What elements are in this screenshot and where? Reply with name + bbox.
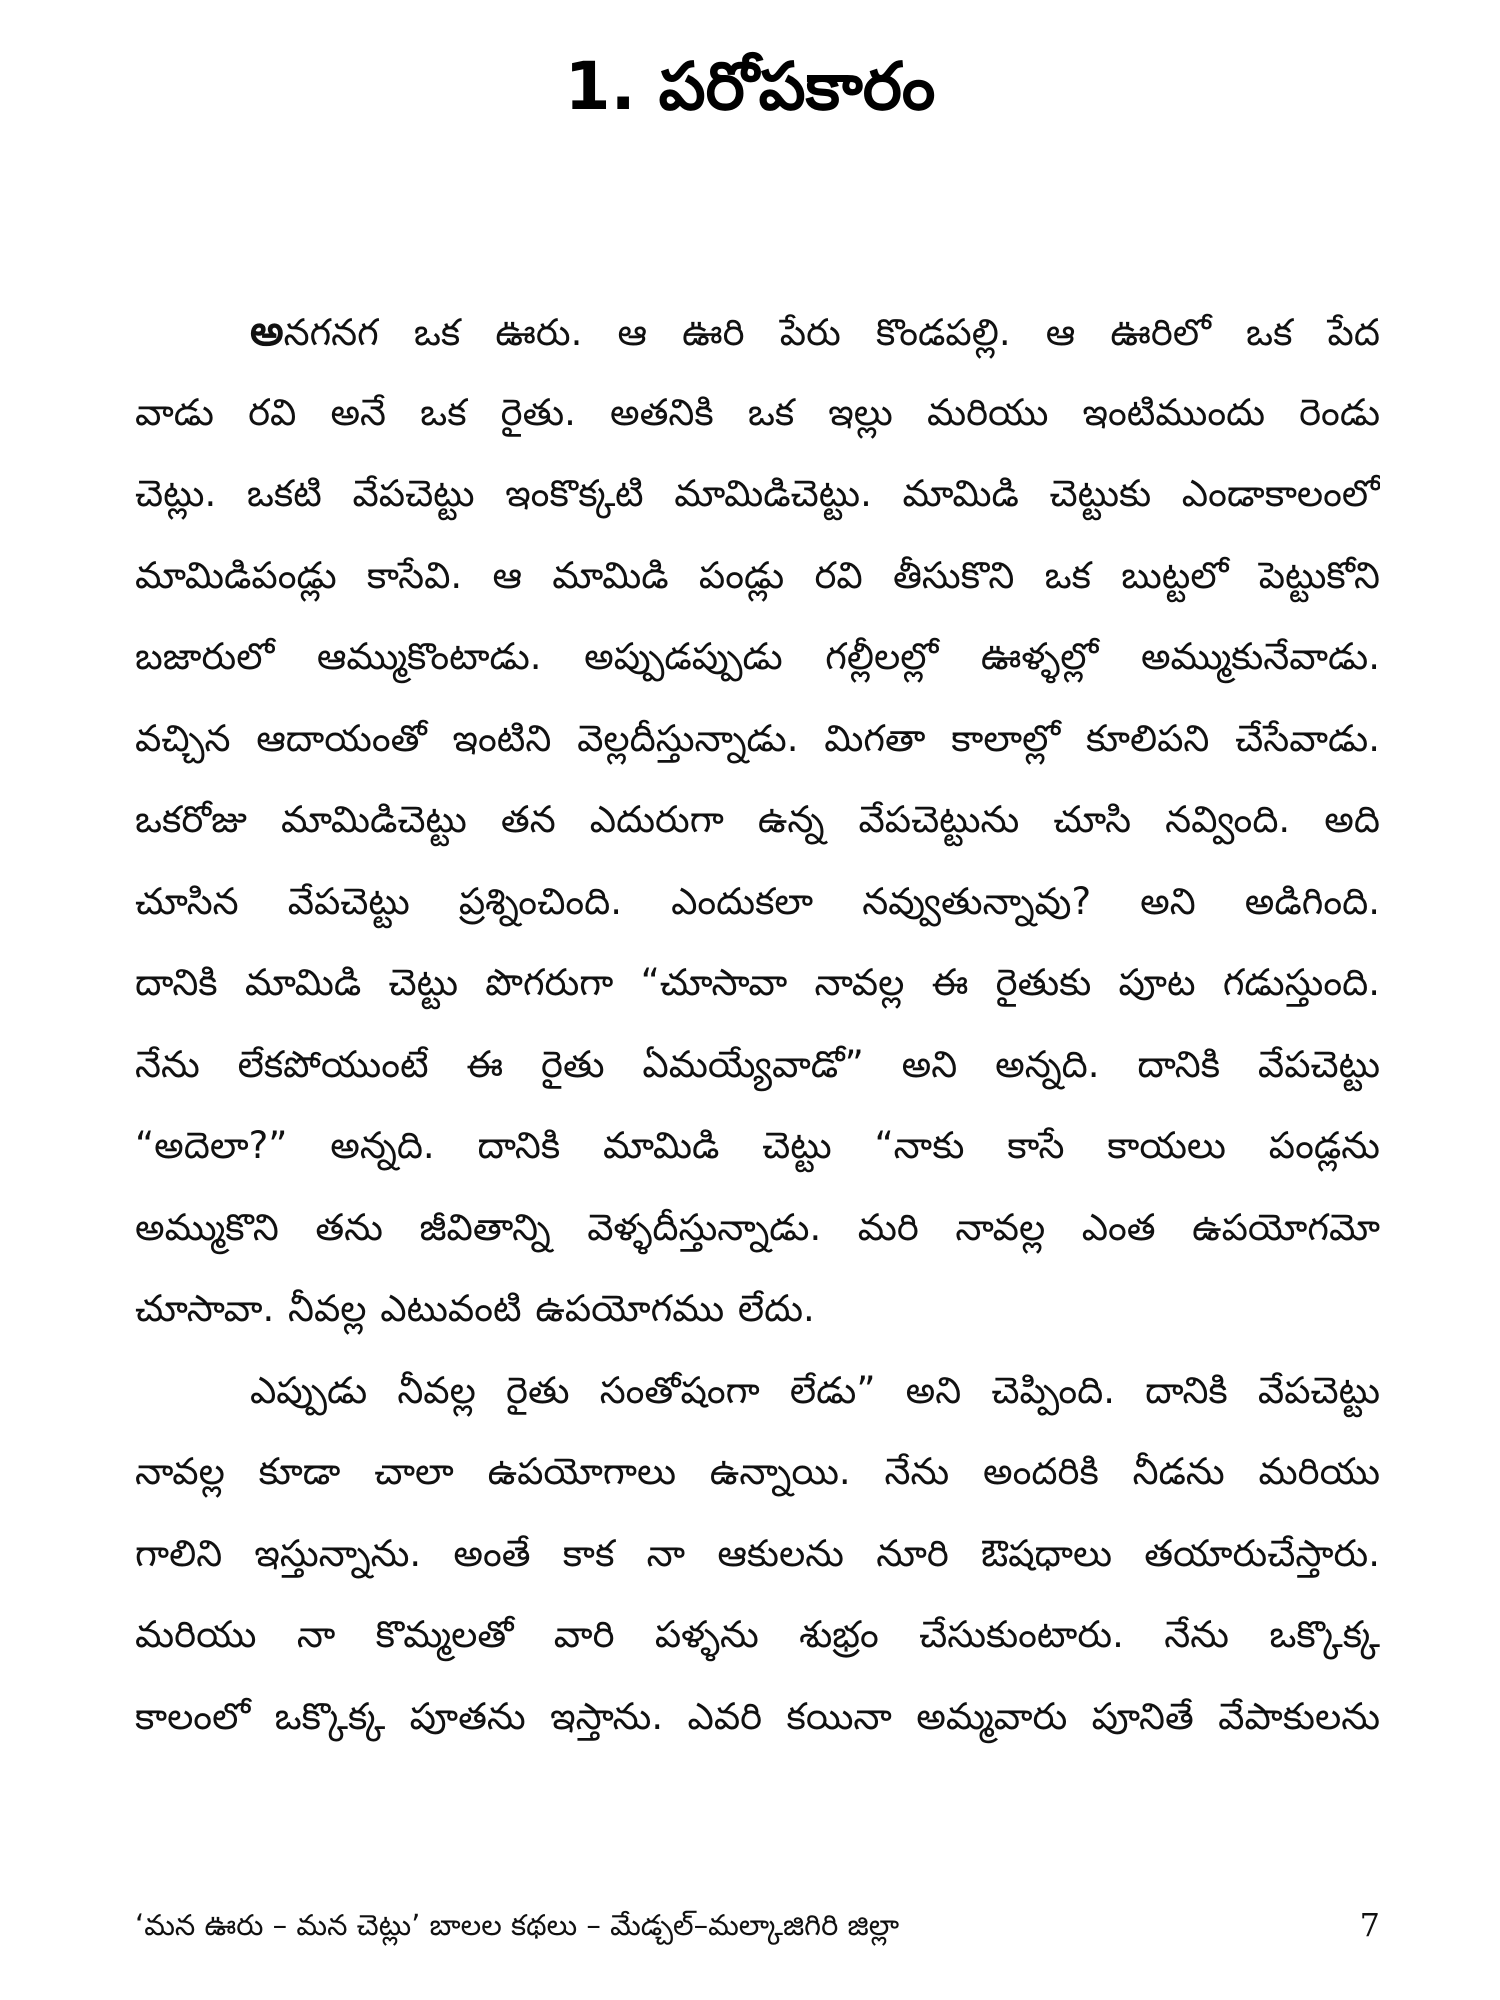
story-body [135, 290, 1380, 1757]
text-line: అమ్ముకొని తను జీవితాన్ని వెళ్ళదీస్తున్నాడు. మరి నావల్ల ఎంత ఉపయోగమో [135, 1205, 1380, 1249]
footer-series-title: ‘మన ఊరు – మన చెట్లు’ బాలల కథలు – మేడ్చల్–మల్కాజిగిరి జిల్లా [135, 1908, 900, 1942]
text-line: గాలిని ఇస్తున్నాను. అంతే కాక నా ఆకులను నూరి ఔషధాలు తయారుచేస్తారు. [135, 1531, 1380, 1575]
paragraph-2 [135, 1350, 1380, 1758]
story-title: 1. పరోపకారం [564, 48, 936, 125]
page-footer [135, 1900, 1380, 1950]
page-number: 7 [1359, 1906, 1380, 1944]
text-line: “అదెలా?” అన్నది. దానికి మామిడి చెట్టు “నాకు కాసే కాయలు పండ్లను [135, 1124, 1380, 1167]
text-line: వచ్చిన ఆదాయంతో ఇంటిని వెల్లదీస్తున్నాడు. మిగతా కాలాల్లో కూలిపని చేసేవాడు. [135, 716, 1380, 760]
text-line: నేను లేకపోయుంటే ఈ రైతు ఏమయ్యేవాడో” అని అన్నది. దానికి వేపచెట్టు [135, 1042, 1380, 1086]
text-line: వాడు రవి అనే ఒక రైతు. అతనికి ఒక ఇల్లు మరియు ఇంటిముందు రెండు [135, 390, 1380, 434]
text-line: చూసావా. నీవల్ల ఎటువంటి ఉపయోగము లేదు. [135, 1287, 815, 1330]
text-line: ఒకరోజు మామిడిచెట్టు తన ఎదురుగా ఉన్న వేపచెట్టును చూసి నవ్వింది. అది [135, 798, 1380, 841]
text-line: కాలంలో ఒక్కొక్క పూతను ఇస్తాను. ఎవరి కయినా అమ్మవారు పూనితే వేపాకులను [135, 1694, 1380, 1738]
text-line: బజారులో ఆమ్ముకొంటాడు. అప్పుడప్పుడు గల్లీలల్లో ఊళ్ళల్లో అమ్ముకునేవాడు. [135, 635, 1380, 678]
text-line: నావల్ల కూడా చాలా ఉపయోగాలు ఉన్నాయి. నేను అందరికి నీడను మరియు [135, 1450, 1380, 1493]
text-line: మరియు నా కొమ్మలతో వారి పళ్ళను శుభ్రం చేసుకుంటారు. నేను ఒక్కొక్క [135, 1613, 1380, 1656]
drop-cap-letter: అ [250, 306, 284, 355]
text-line: ఎప్పుడు నీవల్ల రైతు సంతోషంగా లేడు” అని చెప్పింది. దానికి వేపచెట్టు [250, 1368, 1380, 1412]
text-line: దానికి మామిడి చెట్టు పొగరుగా “చూసావా నావల్ల ఈ రైతుకు పూట గడుస్తుంది. [135, 961, 1380, 1004]
paragraph-1 [135, 290, 1380, 1350]
text-line: చెట్లు. ఒకటి వేపచెట్టు ఇంకొక్కటి మామిడిచెట్టు. మామిడి చెట్టుకు ఎండాకాలంలో [135, 472, 1380, 515]
text-line: మామిడిపండ్లు కాసేవి. ఆ మామిడి పండ్లు రవి తీసుకొని ఒక బుట్టలో పెట్టుకోని [135, 553, 1380, 597]
text-line [135, 290, 1380, 372]
text-line: చూసిన వేపచెట్టు ప్రశ్నించింది. ఎందుకలా నవ్వుతున్నావు? అని అడిగింది. [135, 879, 1380, 923]
text-line-content: నగనగ ఒక ఊరు. ఆ ఊరి పేరు కొండపల్లి. ఆ ఊరిలో ఒక పేద [283, 311, 1380, 354]
